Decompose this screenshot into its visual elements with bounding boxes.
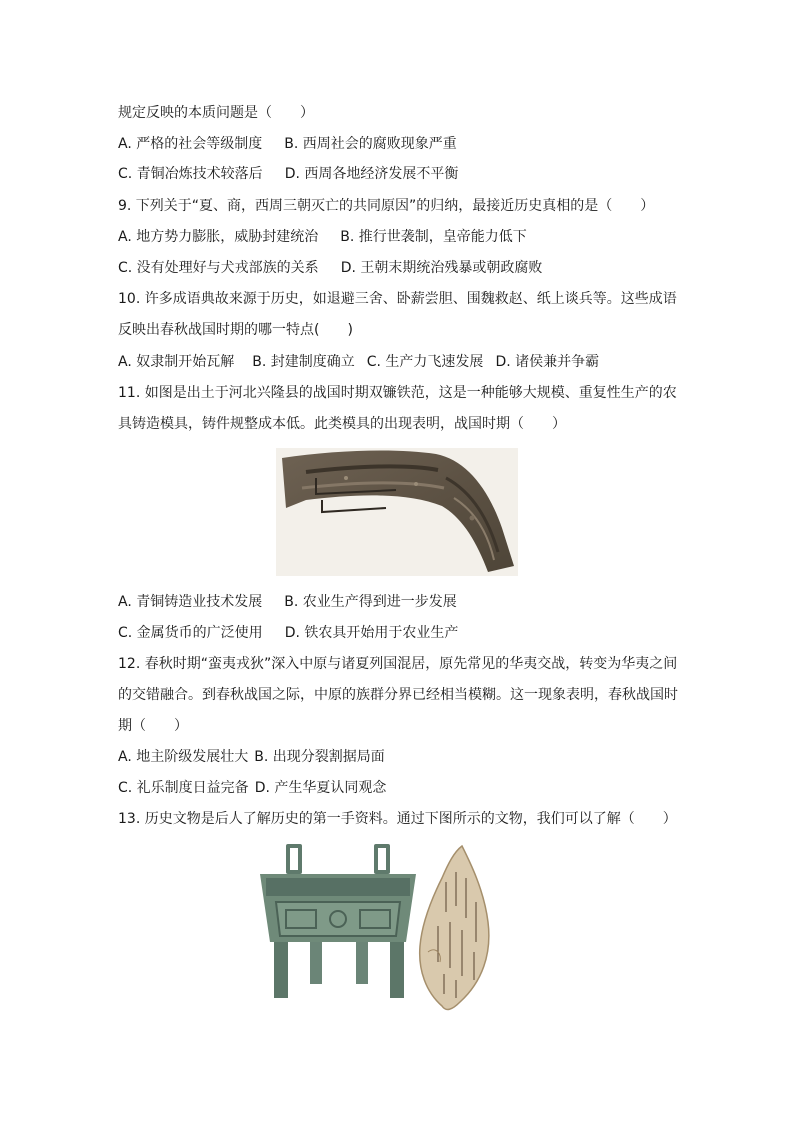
q9-stem [118,196,654,216]
q11-text: 11. 如图是出土于河北兴隆县的战国时期双镰铁范，这是一种能够大规模、重复性生产的农 [118,385,677,401]
q10-stem-line2 [118,320,353,340]
option-a: A. 地方势力膨胀，威胁封建统治 [118,229,319,245]
option-b: B. 农业生产得到进一步发展 [284,594,457,610]
iron-sickle-mold-photo [276,448,518,576]
option-c: C. 生产力飞速发展 [366,354,484,370]
q9-options-cd [118,258,542,278]
option-b: B. 推行世袭制，皇帝能力低下 [340,229,527,245]
q12-options-cd [118,778,386,798]
option-c: C. 礼乐制度日益完备 [118,780,249,796]
option-d: D. 产生华夏认同观念 [254,780,387,796]
option-c: C. 青铜冶炼技术较落后 [118,166,263,182]
q8-continuation [118,103,314,123]
option-d: D. 铁农具开始用于农业生产 [284,625,459,641]
q11-stem-line1 [118,383,677,403]
q10-stem-line1 [118,289,677,309]
option-b: B. 西周社会的腐败现象严重 [284,136,457,152]
q10-text: 10. 许多成语典故来源于历史，如退避三舍、卧薪尝胆、围魏救赵、纸上谈兵等。这些成语 [118,291,677,307]
q10-options [118,352,599,372]
q12-text-cont: 的交错融合。到春秋战国之际，中原的族群分界已经相当模糊。这一现象表明，春秋战国时 [118,687,678,703]
option-d: D. 西周各地经济发展不平衡 [284,166,459,182]
q8-options-cd [118,164,458,184]
q12-stem-line2 [118,685,678,705]
q12-text: 12. 春秋时期“蛮夷戎狄”深入中原与诸夏列国混居，原先常见的华夷交战，转变为华夷之间 [118,656,678,672]
q11-options-ab [118,592,457,612]
artifacts-figure [256,842,492,1014]
q11-text-cont: 具铸造模具，铸件规整成本低。此类模具的出现表明，战国时期（ ） [118,416,566,432]
bronze-ding-photo [260,844,416,998]
q10-text-cont: 反映出春秋战国时期的哪一特点( ) [118,322,353,338]
option-c: C. 没有处理好与犬戎部族的关系 [118,260,319,276]
q9-options-ab [118,227,527,247]
option-d: D. 王朝末期统治残暴或朝政腐败 [340,260,543,276]
q12-stem-line3 [118,716,188,736]
option-b: B. 出现分裂割据局面 [254,749,385,765]
q13-text: 13. 历史文物是后人了解历史的第一手资料。通过下图所示的文物，我们可以了解（ ） [118,811,677,827]
q13-stem [118,809,677,829]
q12-text-end: 期（ ） [118,718,188,734]
q8-text: 规定反映的本质问题是（ ） [118,105,314,121]
oracle-bone-photo [420,846,489,1009]
option-a: A. 地主阶级发展壮大 [118,749,249,765]
option-d: D. 诸侯兼并争霸 [495,354,600,370]
q8-options-ab [118,134,457,154]
q11-stem-line2 [118,414,566,434]
q12-options-ab [118,747,385,767]
option-c: C. 金属货币的广泛使用 [118,625,263,641]
q12-stem-line1 [118,654,677,674]
option-a: A. 严格的社会等级制度 [118,136,263,152]
option-b: B. 封建制度确立 [252,354,355,370]
q11-options-cd [118,623,458,643]
q9-text: 9. 下列关于“夏、商，西周三朝灭亡的共同原因”的归纳，最接近历史真相的是（ ） [118,198,655,214]
option-a: A. 青铜铸造业技术发展 [118,594,263,610]
option-a: A. 奴隶制开始瓦解 [118,354,235,370]
